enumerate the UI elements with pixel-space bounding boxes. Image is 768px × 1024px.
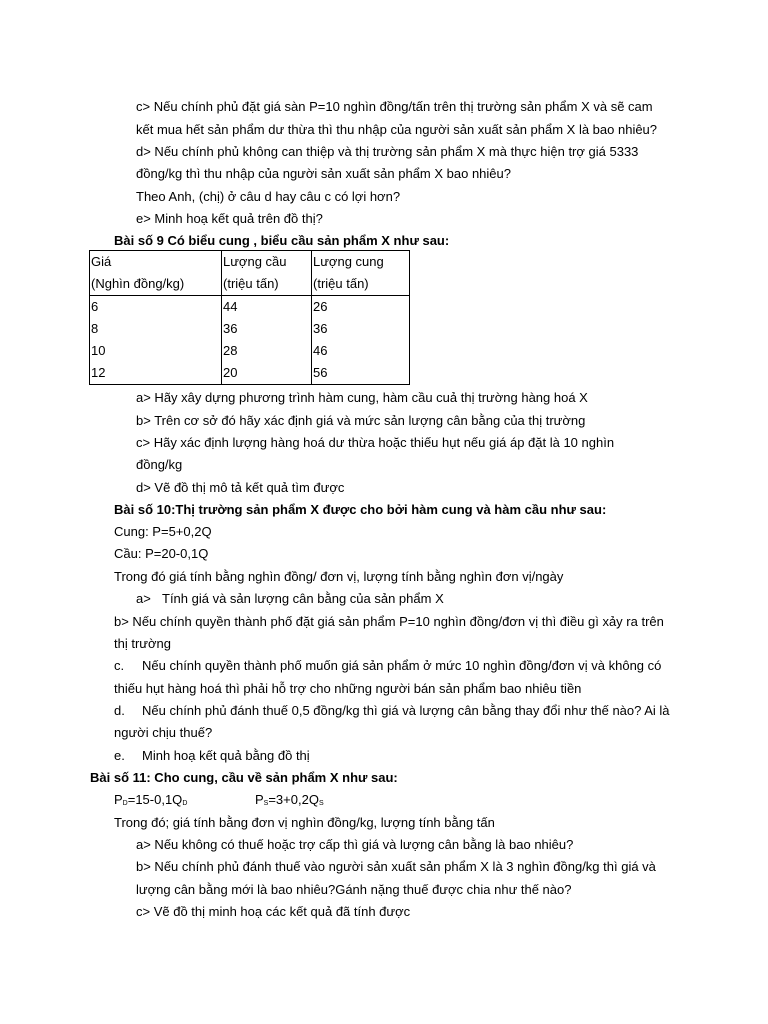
text-line: e. Minh hoạ kết quả bằng đồ thị	[114, 748, 310, 763]
text-line: Theo Anh, (chị) ở câu d hay câu c có lợi hơn?	[136, 189, 401, 204]
text-line: Cung: P=5+0,2Q	[114, 524, 212, 539]
column-header-supply: Lượng cung (triệu tấn)	[312, 251, 410, 296]
table-cell: 6	[90, 296, 222, 319]
table-cell: 56	[313, 365, 328, 380]
table-cell: 10	[90, 340, 222, 362]
list-marker: a>	[136, 591, 151, 606]
exercise-9-heading: Bài số 9 Có biểu cung , biểu cầu sản phẩm X như sau:	[114, 233, 450, 248]
column-header-price: Giá (Nghìn đồng/kg)	[90, 251, 222, 296]
column-header-demand: Lượng cầu (triệu tấn)	[222, 251, 312, 296]
list-marker: c.	[114, 658, 125, 673]
text-line: a> Nếu không có thuế hoặc trợ cấp thì giá và lượng cân bằng là bao nhiêu?	[136, 837, 574, 852]
list-marker: d.	[114, 703, 125, 718]
text-line: d> Vẽ đồ thị mô tả kết quả tìm được	[136, 480, 345, 495]
table-cell: 46	[313, 343, 328, 358]
table-cell: 36	[222, 318, 312, 340]
table-cell: 36	[313, 321, 328, 336]
table-row	[90, 362, 410, 385]
text-line: c. Nếu chính quyền thành phố muốn giá sản phẩm ở mức 10 nghìn đồng/đơn vị và không có	[114, 658, 662, 673]
text-line: lượng cân bằng mới là bao nhiêu?Gánh nặng thuế được chia như thế nào?	[136, 882, 572, 897]
text-line: c> Vẽ đồ thị minh hoạ các kết quả đã tính được	[136, 904, 411, 919]
text-line: b> Trên cơ sở đó hãy xác định giá và mức sản lượng cân bằng của thị trường	[136, 413, 586, 428]
table-cell: 8	[90, 318, 222, 340]
text-line: kết mua hết sản phẩm dư thừa thì thu nhập của người sản xuất sản phẩm X là bao nhiêu?	[136, 122, 658, 137]
supply-demand-table	[89, 250, 410, 385]
text-line: d> Nếu chính phủ không can thiệp và thị trường sản phẩm X mà thực hiện trợ giá 5333	[136, 144, 639, 159]
supply-equation: $P_S=3+0,2Q_S$	[255, 792, 324, 807]
text-line: b> Nếu chính phủ đánh thuế vào người sản xuất sản phẩm X là 3 nghìn đồng/kg thì giá và	[136, 859, 656, 874]
text-line: d. Nếu chính phủ đánh thuế 0,5 đồng/kg thì giá và lượng cân bằng thay đổi như thế nào? Ai là	[114, 703, 670, 718]
table-row	[90, 340, 410, 362]
text-line: thiếu hụt hàng hoá thì phải hỗ trợ cho những người bán sản phẩm bao nhiêu tiền	[114, 681, 582, 696]
text-line: Cầu: P=20-0,1Q	[114, 546, 209, 561]
demand-equation: $P_D=15-0,1Q_D$	[114, 792, 188, 807]
list-marker: e.	[114, 748, 125, 763]
text-line: Trong đó giá tính bằng nghìn đồng/ đơn vị, lượng tính bằng nghìn đơn vị/ngày	[114, 569, 564, 584]
text-line: c> Hãy xác định lượng hàng hoá dư thừa hoặc thiếu hụt nếu giá áp đặt là 10 nghìn	[136, 435, 615, 450]
table-cell: 26	[313, 299, 328, 314]
exercise-11-heading: Bài số 11: Cho cung, cầu về sản phẩm X như sau:	[90, 770, 398, 785]
text-line: e> Minh hoạ kết quả trên đồ thị?	[136, 211, 323, 226]
table-cell: 44	[222, 296, 312, 319]
text-line: b> Nếu chính quyền thành phố đặt giá sản phẩm P=10 nghìn đồng/đơn vị thì điều gì xảy ra trên	[114, 614, 664, 629]
table-cell: 12	[90, 362, 222, 385]
table-header-row	[90, 251, 410, 296]
exercise-10-heading: Bài số 10:Thị trường sản phẩm X được cho bởi hàm cung và hàm cầu như sau:	[114, 502, 607, 517]
text-line: đồng/kg	[136, 457, 183, 472]
text-line: c> Nếu chính phủ đặt giá sàn P=10 nghìn đồng/tấn trên thị trường sản phẩm X và sẽ cam	[136, 99, 653, 114]
table-cell: 20	[222, 362, 312, 385]
text-line: Trong đó; giá tính bằng đơn vị nghìn đồng/kg, lượng tính bằng tấn	[114, 815, 495, 830]
table-cell: 28	[222, 340, 312, 362]
table-row	[90, 296, 410, 319]
text-line: đồng/kg thì thu nhập của người sản xuất sản phẩm X bao nhiêu?	[136, 166, 511, 181]
text-line: a> Hãy xây dựng phương trình hàm cung, hàm cầu cuả thị trường hàng hoá X	[136, 390, 588, 405]
text-line: người chịu thuế?	[114, 725, 213, 740]
table-row	[90, 318, 410, 340]
text-line: a> Tính giá và sản lượng cân bằng của sản phẩm X	[136, 591, 444, 606]
text-line: thị trường	[114, 636, 171, 651]
